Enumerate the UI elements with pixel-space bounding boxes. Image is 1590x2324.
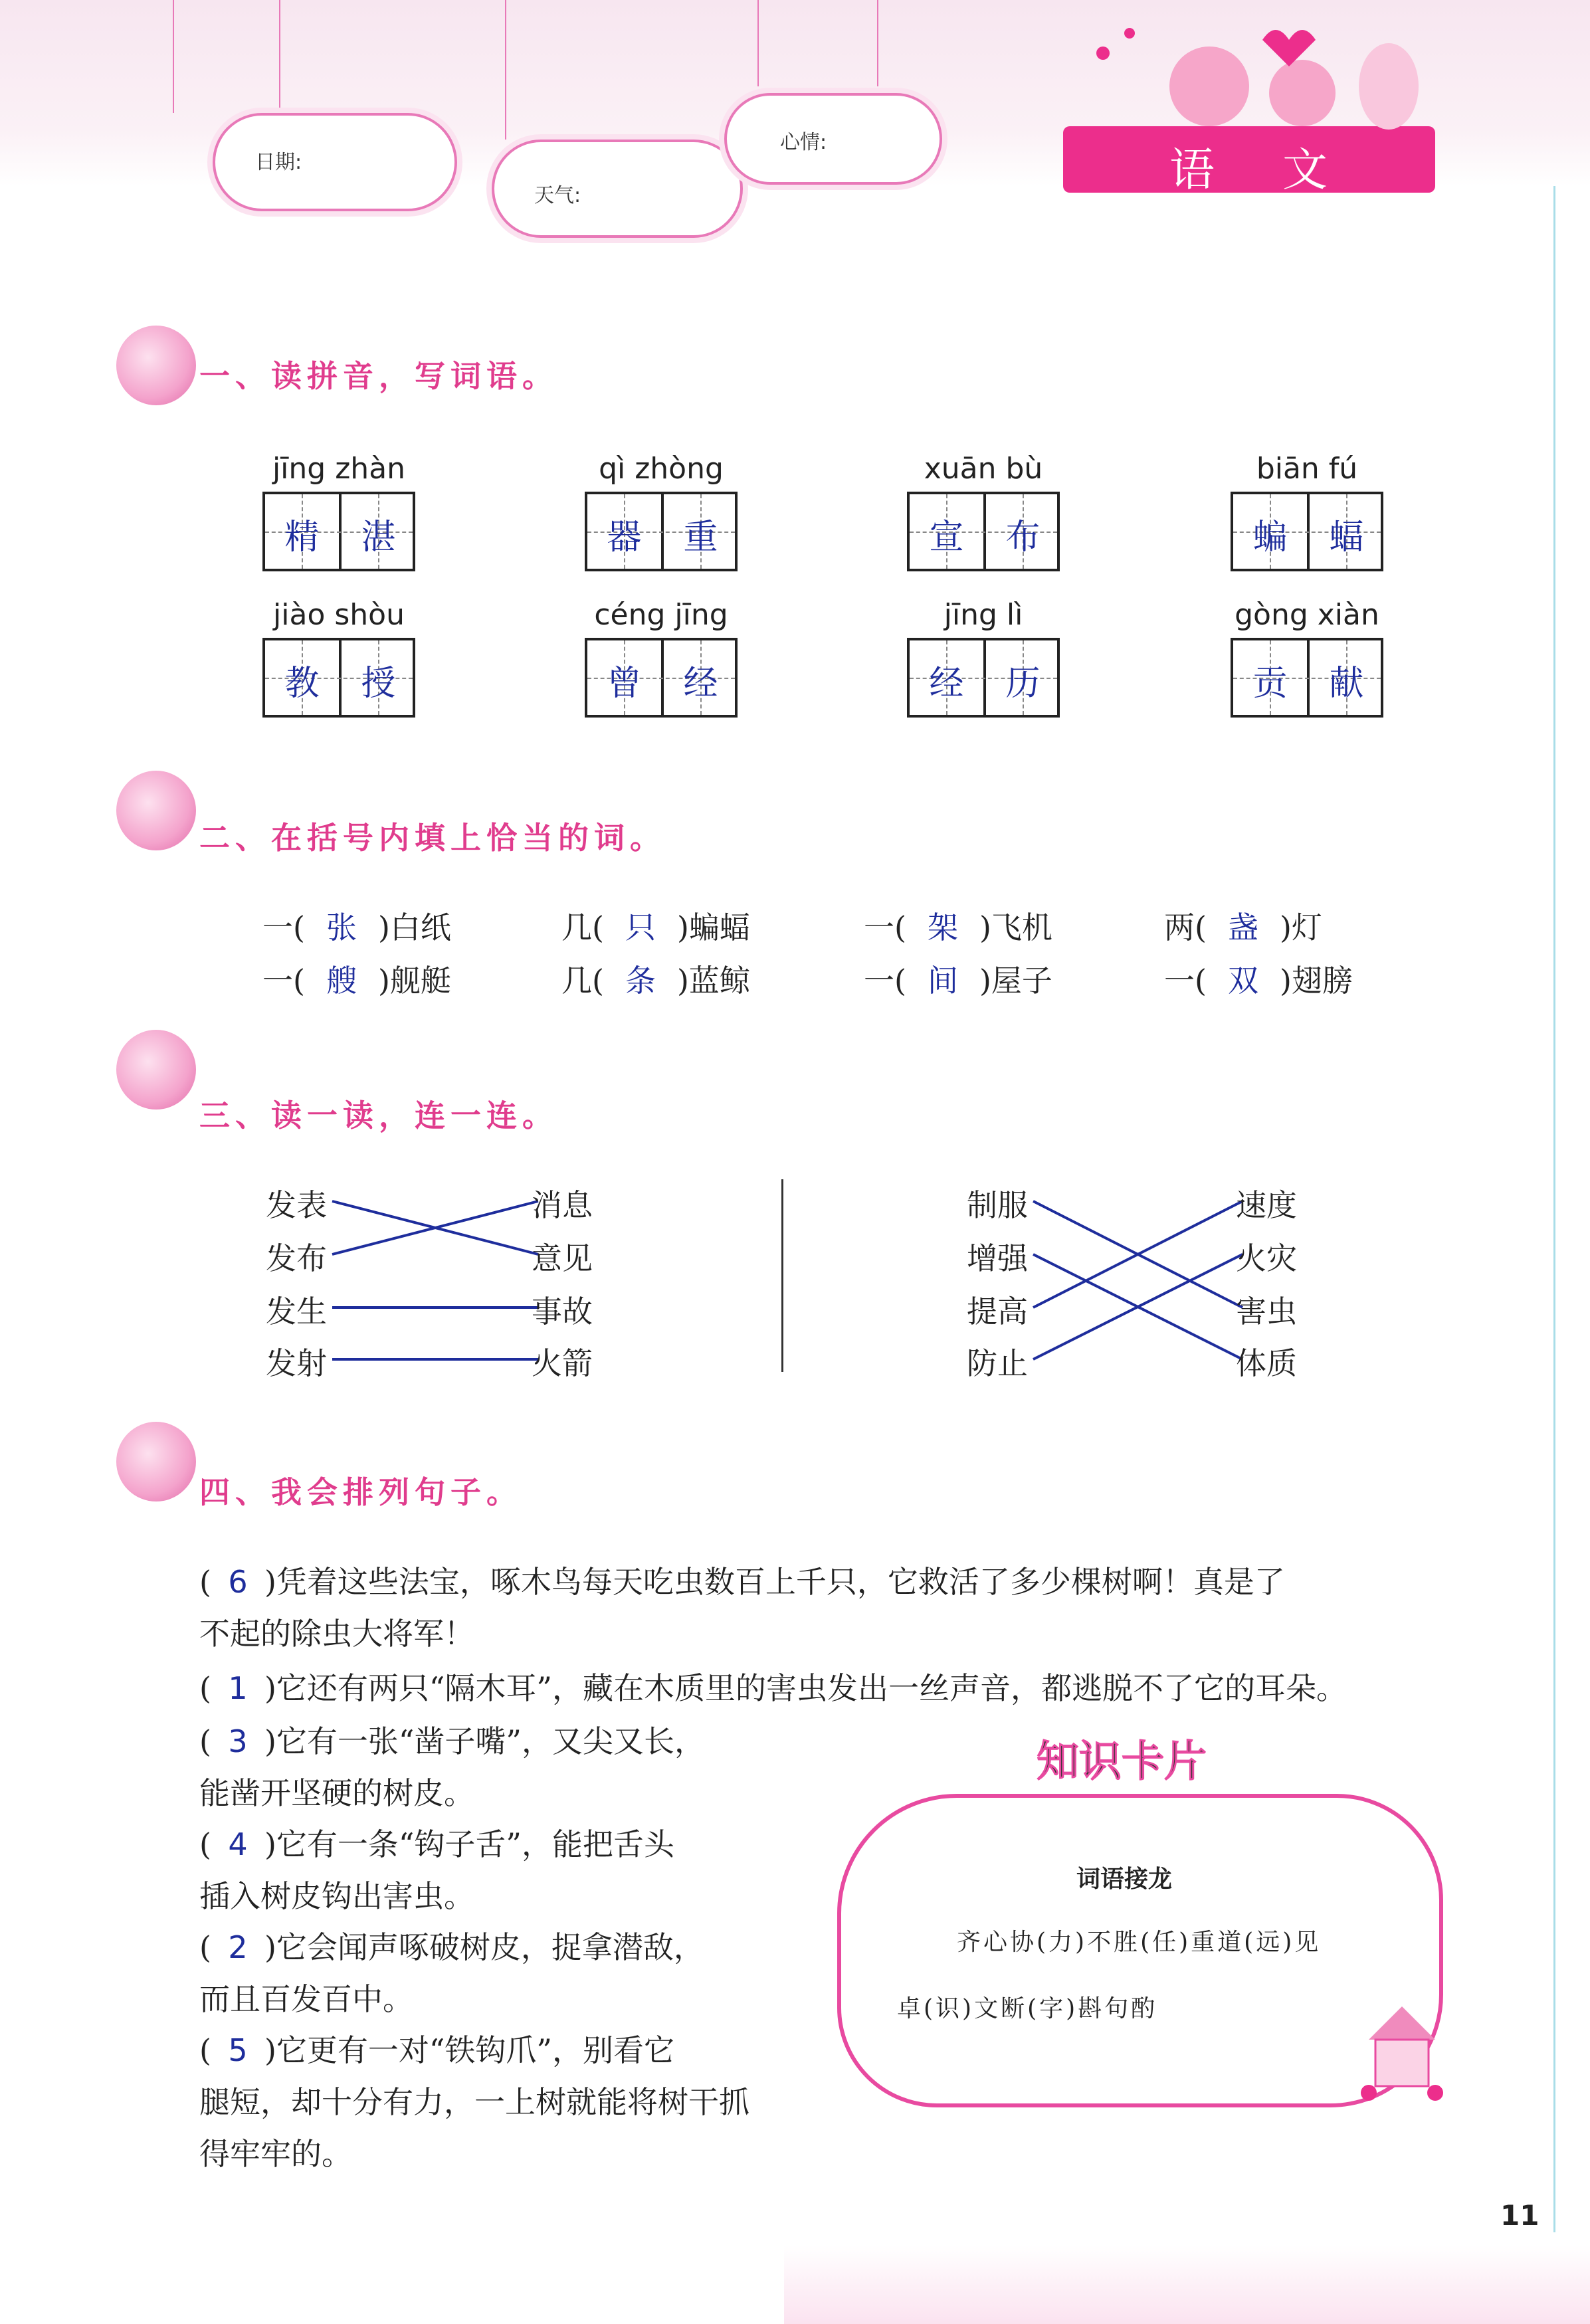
measure-prefix: 一(: [864, 910, 906, 945]
subject-char-2: 文: [1282, 144, 1328, 197]
grid-char: 教: [284, 664, 320, 704]
mood-label: 心情:: [780, 131, 827, 154]
pinyin-text: gòng xiàn: [1235, 598, 1379, 632]
match-left-word: 发生: [266, 1294, 327, 1329]
match-left-word: 发布: [266, 1240, 327, 1276]
order-answer: 3: [228, 1723, 248, 1759]
event-balloon-icon: [116, 1422, 196, 1501]
paren-open: (: [199, 1670, 211, 1706]
measure-answer: 条: [625, 963, 656, 999]
paren-open: (: [199, 2032, 211, 2068]
sentence-text: 凭着这些法宝，啄木鸟每天吃虫数百上千只，它救活了多少棵树啊！真是了: [276, 1564, 1285, 1600]
measure-suffix: )舰艇: [377, 963, 451, 999]
paren-close: ): [264, 1670, 276, 1706]
paren-close: ): [264, 1929, 276, 1965]
measure-prefix: 一(: [262, 963, 305, 999]
paren-close: ): [264, 1564, 276, 1600]
measure-prefix: 一(: [1164, 963, 1207, 999]
measure-suffix: )蝙蝠: [676, 910, 750, 945]
match-left-word: 发表: [266, 1187, 327, 1223]
pinyin-text: qì zhòng: [599, 452, 724, 486]
paren-close: ): [264, 2032, 276, 2068]
knowledge-card-line-2: 卓(识)文断(字)斟句酌: [897, 1995, 1158, 2022]
section-4-title: 四、我会排列句子。: [199, 1474, 522, 1510]
match-right-word: 意见: [532, 1240, 593, 1276]
sentence-text: 它有一张“凿子嘴”，又尖又长，: [276, 1723, 705, 1759]
measure-prefix: 几(: [561, 910, 604, 945]
sentence-first-line: [199, 2026, 674, 2070]
sentence-text: 它会闻声啄破树皮，捉拿潜敌，: [276, 1929, 704, 1965]
match-left-word: 发射: [266, 1345, 327, 1381]
sentence-first-line: [199, 1558, 1285, 1602]
grid-char: 宣: [929, 518, 964, 557]
match-right-word: 事故: [532, 1294, 593, 1329]
sentence-first-line: [199, 1664, 1347, 1708]
order-answer: 4: [228, 1826, 248, 1862]
pinyin-text: jīng lì: [944, 598, 1023, 632]
grid-char: 贡: [1252, 664, 1288, 704]
measure-prefix: 一(: [864, 963, 906, 999]
grid-char: 授: [361, 664, 396, 704]
measure-suffix: )屋子: [979, 963, 1052, 999]
measure-suffix: )灯: [1279, 910, 1322, 945]
measure-answer: 架: [927, 910, 958, 945]
match-left-word: 制服: [967, 1187, 1028, 1223]
grid-char: 精: [284, 518, 320, 557]
order-answer: 1: [228, 1670, 248, 1706]
sentence-text: 它有一条“钩子舌”，能把舌头: [276, 1826, 674, 1862]
measure-answer: 艘: [326, 963, 357, 999]
page-number: 11: [1500, 2199, 1540, 2232]
sentence-line: 插入树皮钩出害虫。: [199, 1878, 474, 1914]
grid-char: 曾: [607, 664, 642, 704]
measure-suffix: )翅膀: [1279, 963, 1353, 999]
pinyin-text: biān fú: [1256, 452, 1358, 486]
grid-char: 经: [683, 664, 718, 704]
measure-prefix: 两(: [1164, 910, 1207, 945]
paren-close: ): [264, 1723, 276, 1759]
bottom-decoration: [784, 2246, 1590, 2324]
sentence-line: 而且百发百中。: [199, 1981, 413, 2017]
pinyin-text: jiào shòu: [273, 598, 405, 632]
house-icon: [1355, 1993, 1448, 2106]
order-answer: 6: [228, 1564, 248, 1600]
match-left-word: 提高: [967, 1294, 1028, 1329]
paren-close: ): [264, 1826, 276, 1862]
grid-char: 历: [1005, 664, 1041, 704]
subject-char-1: 语: [1169, 144, 1215, 197]
sentence-line: 得牢牢的。: [199, 2136, 352, 2172]
match-right-word: 害虫: [1236, 1294, 1297, 1329]
grid-char: 湛: [361, 518, 396, 557]
measure-suffix: )飞机: [979, 910, 1052, 945]
order-answer: 2: [228, 1929, 248, 1965]
sentence-line: 腿短，却十分有力，一上树就能将树干抓: [199, 2084, 749, 2120]
section-2-title: 二、在括号内填上恰当的词。: [199, 820, 666, 856]
pinyin-text: céng jīng: [594, 598, 728, 632]
match-right-word: 速度: [1236, 1187, 1297, 1223]
measure-prefix: 几(: [561, 963, 604, 999]
paren-open: (: [199, 1929, 211, 1965]
paren-open: (: [199, 1826, 211, 1862]
paren-open: (: [199, 1723, 211, 1759]
grid-char: 献: [1329, 664, 1364, 704]
sentence-line: 能凿开坚硬的树皮。: [199, 1775, 474, 1811]
sentence-line: 不起的除虫大将军！: [199, 1616, 474, 1652]
sentence-first-line: [199, 1820, 674, 1864]
sentence-first-line: [199, 1717, 705, 1761]
paren-open: (: [199, 1564, 211, 1600]
section-3-title: 三、读一读，连一连。: [199, 1098, 558, 1133]
sentence-first-line: [199, 1923, 704, 1967]
match-right-word: 火灾: [1236, 1240, 1297, 1276]
knowledge-card-title: 知识卡片: [1037, 1737, 1207, 1787]
measure-answer: 只: [625, 910, 656, 945]
knowledge-card-line-1: 齐心协(力)不胜(任)重道(远)见: [957, 1929, 1322, 1956]
knowledge-card-subtitle: 词语接龙: [1076, 1866, 1173, 1893]
measure-answer: 间: [927, 963, 958, 999]
weather-label: 天气:: [534, 184, 581, 207]
measure-answer: 双: [1227, 963, 1258, 999]
measure-answer: 盏: [1227, 910, 1258, 945]
match-right-word: 消息: [532, 1187, 593, 1223]
pinyin-text: xuān bù: [924, 452, 1043, 486]
date-label: 日期:: [255, 151, 302, 174]
section-1-title: 一、读拼音，写词语。: [199, 358, 558, 394]
grid-char: 重: [683, 518, 718, 557]
measure-suffix: )蓝鲸: [676, 963, 750, 999]
grid-char: 经: [929, 664, 964, 704]
sentence-text: 它更有一对“铁钩爪”，别看它: [276, 2032, 674, 2068]
match-right-word: 火箭: [532, 1345, 593, 1381]
match-left-word: 增强: [967, 1240, 1028, 1276]
measure-prefix: 一(: [262, 910, 305, 945]
match-left-word: 防止: [967, 1345, 1028, 1381]
grid-char: 器: [607, 518, 642, 557]
grid-char: 蝙: [1252, 518, 1288, 557]
measure-answer: 张: [326, 910, 357, 945]
grid-char: 布: [1005, 518, 1041, 557]
sentence-text: 它还有两只“隔木耳”，藏在木质里的害虫发出一丝声音，都逃脱不了它的耳朵。: [276, 1670, 1347, 1706]
measure-suffix: )白纸: [377, 910, 451, 945]
pinyin-text: jīng zhàn: [272, 452, 406, 486]
match-right-word: 体质: [1236, 1345, 1297, 1381]
grid-char: 蝠: [1329, 518, 1364, 557]
order-answer: 5: [228, 2032, 248, 2068]
